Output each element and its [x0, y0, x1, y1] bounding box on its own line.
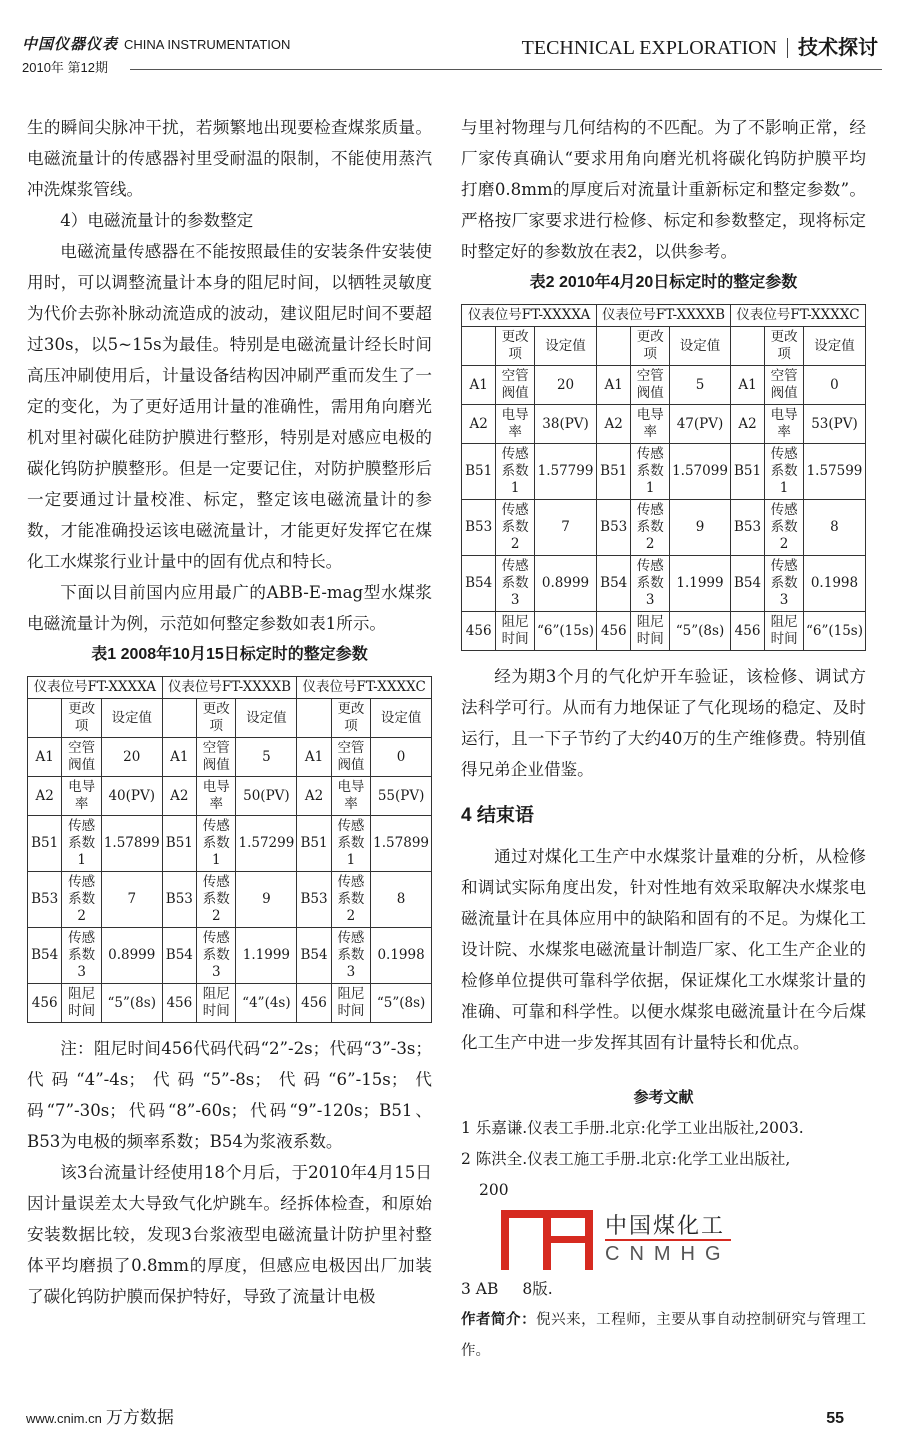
- table-cell: A2: [162, 777, 196, 816]
- table-row: [28, 816, 432, 872]
- watermark-cn: 中国煤化工: [605, 1213, 731, 1241]
- table-subheader-cell: [28, 699, 62, 738]
- table-cell: B53: [597, 500, 631, 556]
- table-row: [462, 405, 866, 444]
- section-heading: 4 结束语: [461, 805, 534, 826]
- table-cell: 空管阀值: [62, 738, 101, 777]
- reference-item: 2 陈洪全.仪表工施工手册.北京:化学工业出版社,: [461, 1150, 791, 1168]
- table-cell: 传感系数2: [62, 872, 101, 928]
- reference-item: 1 乐嘉谦.仪表工手册.北京:化学工业出版社,2003.: [461, 1119, 804, 1137]
- table-cell: 40(PV): [101, 777, 162, 816]
- table-cell: 传感系数2: [496, 500, 535, 556]
- table-note: 注：阻尼时间456代码代码“2”-2s；代码“3”-3s；代码“4”-4s；代码“5”-8s；代码“6”-15s；代码“7”-30s；代码“8”-60s；代码“9”-120s；B51、B53为电极的频率系数；B54为浆液系数。: [27, 1039, 432, 1151]
- table-cell: 传感系数3: [62, 928, 101, 984]
- paragraph: 电磁流量传感器在不能按照最佳的安装条件安装使用时，可以调整流量计本身的阻尼时间，以牺牲灵敏度为代价去弥补脉动流造成的波动，建议阻尼时间不要超过30s，以5~15s为最佳。特别是电磁流量计经长时间高压冲刷使用后，计量设备结构因冲刷严重而发生了一定的变化，为了更好适用计量的准确性，需用角向磨光机对里衬碳化硅防护膜进行整形，特别是对感应电极的碳化钨防护膜整形。但是一定要记住，对防护膜整形后一定要通过计量校准、标定，整定该电磁流量计的参数，才能准确投运该电磁流量计，才能更好发挥它在煤化工水煤浆行业计量中的固有优点和特长。: [27, 242, 432, 571]
- table1: [27, 676, 432, 1023]
- table-cell: 阻尼时间: [331, 984, 370, 1023]
- table-cell: B53: [28, 872, 62, 928]
- table-subheader-cell: 更改项: [765, 327, 804, 366]
- table-subheader-cell: 设定值: [670, 327, 731, 366]
- table-cell: 8: [803, 500, 865, 556]
- left-column: [27, 112, 432, 1367]
- table-cell: 电导率: [331, 777, 370, 816]
- references-title: 参考文献: [633, 1089, 694, 1106]
- table-cell: 电导率: [631, 405, 670, 444]
- table-cell: 传感系数2: [197, 872, 236, 928]
- table-cell: A1: [597, 366, 631, 405]
- table-cell: 传感系数1: [197, 816, 236, 872]
- table-cell: 0.8999: [101, 928, 162, 984]
- table-cell: B51: [297, 816, 331, 872]
- table-cell: 1.1999: [670, 556, 731, 612]
- table-subheader-cell: [297, 699, 331, 738]
- table-cell: 电导率: [197, 777, 236, 816]
- table-cell: “5”(8s): [670, 612, 731, 651]
- paragraph: 生的瞬间尖脉冲干扰，若频繁地出现要检查煤浆质量。电磁流量计的传感器衬里受耐温的限制，不能使用蒸汽冲洗煤浆管线。: [27, 118, 432, 199]
- table-cell: 47(PV): [670, 405, 731, 444]
- section-title: [522, 36, 878, 60]
- table-row: [28, 872, 432, 928]
- table-cell: 传感系数1: [765, 444, 804, 500]
- table2: [461, 304, 866, 651]
- table-cell: 456: [162, 984, 196, 1023]
- table-cell: A1: [297, 738, 331, 777]
- table-cell: “5”(8s): [101, 984, 162, 1023]
- table-cell: 5: [670, 366, 731, 405]
- table-cell: A2: [597, 405, 631, 444]
- table-cell: 空管阀值: [331, 738, 370, 777]
- cnmhg-logo-icon: [501, 1210, 593, 1270]
- table-cell: 电导率: [765, 405, 804, 444]
- table-cell: 传感系数1: [62, 816, 101, 872]
- issue-label: 2010年 第12期: [22, 60, 108, 75]
- author-label: 作者简介：: [461, 1312, 537, 1328]
- author-text: 倪兴来，工程师，主要从事自动控制研究与管理工作。: [461, 1312, 867, 1359]
- table-group-header: [462, 305, 866, 327]
- table-subheader-cell: [597, 327, 631, 366]
- table-cell: 1.57799: [535, 444, 597, 500]
- table-cell: 456: [297, 984, 331, 1023]
- table2-title: 表2 2010年4月20日标定时的整定参数: [529, 274, 798, 291]
- section-title-cn: 技术探讨: [798, 37, 878, 59]
- table-cell: B51: [597, 444, 631, 500]
- table-subheader: [462, 327, 866, 366]
- table-row: [28, 777, 432, 816]
- table-cell: 传感系数3: [631, 556, 670, 612]
- journal-title-en: CHINA INSTRUMENTATION: [124, 37, 291, 52]
- table-cell: 传感系数2: [631, 500, 670, 556]
- table-cell: B54: [162, 928, 196, 984]
- reference-item-cont: 200: [479, 1181, 509, 1199]
- table-cell: 5: [236, 738, 297, 777]
- table-cell: 20: [535, 366, 597, 405]
- table-cell: “6”(15s): [535, 612, 597, 651]
- paragraph: 经为期3个月的气化炉开车验证，该检修、调试方法科学可行。从而有力地保证了气化现场的稳定、及时运行，且一下子节约了大约40万的生产维修费。特别值得兄弟企业借鉴。: [461, 667, 866, 779]
- references: [461, 1082, 866, 1367]
- table-cell: “5”(8s): [371, 984, 432, 1023]
- table-cell: B54: [730, 556, 764, 612]
- body-columns: [0, 112, 904, 1367]
- table-group-header: [28, 677, 432, 699]
- table-cell: 55(PV): [371, 777, 432, 816]
- table-subheader-cell: 设定值: [535, 327, 597, 366]
- watermark-en: CNMHG: [605, 1243, 731, 1265]
- table-group-cell: 仪表位号FT-XXXXA: [28, 677, 163, 699]
- journal-title-cn: 中国仪器仪表: [22, 36, 119, 53]
- table-cell: 空管阀值: [197, 738, 236, 777]
- table-subheader-cell: 设定值: [236, 699, 297, 738]
- table-subheader-cell: 设定值: [101, 699, 162, 738]
- table-cell: 9: [236, 872, 297, 928]
- table-row: [28, 984, 432, 1023]
- author-bio: [461, 1305, 866, 1367]
- table-row: [462, 444, 866, 500]
- table-cell: B53: [730, 500, 764, 556]
- table-cell: B54: [462, 556, 496, 612]
- table-cell: 0.1998: [371, 928, 432, 984]
- table-cell: 8: [371, 872, 432, 928]
- header-rule: [130, 69, 882, 70]
- subsection-heading: 4）电磁流量计的参数整定: [60, 211, 254, 230]
- table-cell: 阻尼时间: [765, 612, 804, 651]
- footer-url: www.cnim.cn: [26, 1411, 102, 1426]
- table-cell: A2: [730, 405, 764, 444]
- table-cell: “4”(4s): [236, 984, 297, 1023]
- table-row: [462, 556, 866, 612]
- table-subheader-cell: [462, 327, 496, 366]
- section-divider: [787, 38, 788, 58]
- table-cell: B53: [462, 500, 496, 556]
- table-cell: 9: [670, 500, 731, 556]
- table-cell: A1: [28, 738, 62, 777]
- table-cell: B51: [730, 444, 764, 500]
- table-cell: 1.57099: [670, 444, 731, 500]
- table-cell: 1.57599: [803, 444, 865, 500]
- table-cell: 1.57899: [101, 816, 162, 872]
- page-header: [0, 0, 904, 112]
- page-footer: [0, 1367, 904, 1452]
- table-cell: 7: [535, 500, 597, 556]
- page-number: 55: [826, 1410, 844, 1427]
- table-cell: A2: [462, 405, 496, 444]
- table-row: [462, 500, 866, 556]
- table-cell: A2: [28, 777, 62, 816]
- table-cell: 传感系数3: [331, 928, 370, 984]
- table-subheader-cell: 更改项: [331, 699, 370, 738]
- watermark: [501, 1208, 866, 1272]
- paragraph: 与里衬物理与几何结构的不匹配。为了不影响正常，经厂家传真确认“要求用角向磨光机将碳化钨防护膜平均打磨0.8mm的厚度后对流量计重新标定和整定参数”。严格按厂家要求进行检修、标定和参数整定，现将标定时整定好的参数放在表2，以供参考。: [461, 118, 866, 261]
- section-title-en: TECHNICAL EXPLORATION: [521, 37, 777, 59]
- table-cell: 456: [730, 612, 764, 651]
- table-subheader-cell: 更改项: [197, 699, 236, 738]
- reference-item: [461, 1274, 866, 1305]
- table-cell: 1.57899: [371, 816, 432, 872]
- table-cell: 传感系数3: [765, 556, 804, 612]
- table-cell: B54: [597, 556, 631, 612]
- table-cell: 阻尼时间: [62, 984, 101, 1023]
- table-cell: 阻尼时间: [631, 612, 670, 651]
- table-cell: A1: [730, 366, 764, 405]
- table-group-cell: 仪表位号FT-XXXXC: [730, 305, 865, 327]
- right-column: [461, 112, 866, 1367]
- table-cell: 0: [371, 738, 432, 777]
- table-cell: 空管阀值: [631, 366, 670, 405]
- table-cell: 传感系数1: [331, 816, 370, 872]
- table-cell: 53(PV): [803, 405, 865, 444]
- table-subheader: [28, 699, 432, 738]
- table-cell: 7: [101, 872, 162, 928]
- table-cell: B53: [297, 872, 331, 928]
- table-subheader-cell: [730, 327, 764, 366]
- table-cell: 456: [597, 612, 631, 651]
- table-row: [462, 612, 866, 651]
- table-cell: 电导率: [62, 777, 101, 816]
- journal-title: [22, 36, 290, 54]
- table-group-cell: 仪表位号FT-XXXXA: [462, 305, 597, 327]
- watermark-text: [605, 1213, 731, 1267]
- table-cell: 1.1999: [236, 928, 297, 984]
- table-cell: “6”(15s): [803, 612, 865, 651]
- table-cell: 456: [28, 984, 62, 1023]
- table-row: [28, 928, 432, 984]
- table-cell: 电导率: [496, 405, 535, 444]
- paragraph: 该3台流量计经使用18个月后，于2010年4月15日因计量误差太大导致气化炉跳车。经拆体检查，和原始安装数据比较，发现3台浆液型电磁流量计防护里衬整体平均磨损了0.8mm的厚度，但感应电极因出厂加装了碳化钨防护膜而保护特好，导致了流量计电极: [27, 1163, 432, 1306]
- table-cell: 1.57299: [236, 816, 297, 872]
- table-cell: B54: [297, 928, 331, 984]
- table-cell: 传感系数1: [496, 444, 535, 500]
- table-cell: 空管阀值: [765, 366, 804, 405]
- table-cell: 38(PV): [535, 405, 597, 444]
- table-cell: A1: [162, 738, 196, 777]
- table-cell: 传感系数2: [331, 872, 370, 928]
- table-subheader-cell: 更改项: [62, 699, 101, 738]
- table-subheader-cell: 设定值: [803, 327, 865, 366]
- table-cell: 阻尼时间: [197, 984, 236, 1023]
- table-cell: 20: [101, 738, 162, 777]
- table-cell: 50(PV): [236, 777, 297, 816]
- table-cell: 阻尼时间: [496, 612, 535, 651]
- table-cell: 传感系数1: [631, 444, 670, 500]
- table-row: [28, 738, 432, 777]
- table-cell: A1: [462, 366, 496, 405]
- table-cell: B51: [462, 444, 496, 500]
- table-row: [462, 366, 866, 405]
- table-cell: B53: [162, 872, 196, 928]
- table-cell: B51: [28, 816, 62, 872]
- table-subheader-cell: 更改项: [496, 327, 535, 366]
- table-cell: A2: [297, 777, 331, 816]
- table-subheader-cell: [162, 699, 196, 738]
- table-group-cell: 仪表位号FT-XXXXC: [297, 677, 432, 699]
- table-subheader-cell: 设定值: [371, 699, 432, 738]
- table-cell: 空管阀值: [496, 366, 535, 405]
- table-cell: B54: [28, 928, 62, 984]
- reference-3-start: 3 AB: [461, 1280, 499, 1298]
- table-subheader-cell: 更改项: [631, 327, 670, 366]
- table-cell: 传感系数3: [197, 928, 236, 984]
- paragraph: 下面以目前国内应用最广的ABB-E-mag型水煤浆电磁流量计为例，示范如何整定参数如表1所示。: [27, 583, 432, 633]
- table1-title: 表1 2008年10月15日标定时的整定参数: [91, 646, 368, 663]
- table-cell: 传感系数3: [496, 556, 535, 612]
- table-cell: 456: [462, 612, 496, 651]
- table-cell: 0.8999: [535, 556, 597, 612]
- footer-wanfang: 万方数据: [105, 1408, 174, 1427]
- paragraph: 通过对煤化工生产中水煤浆计量难的分析，从检修和调试实际角度出发，针对性地有效采取解决水煤浆电磁流量计在具体应用中的缺陷和固有的不足。为煤化工设计院、水煤浆电磁流量计制造厂家、化工生产企业的检修单位提供可靠科学依据，保证煤化工水煤浆计量的准确、可靠和科学性。以便水煤浆电磁流量计在今后煤化工生产中进一步发挥其固有计量特长和优点。: [461, 847, 866, 1052]
- footer-source: [26, 1403, 174, 1428]
- table-group-cell: 仪表位号FT-XXXXB: [597, 305, 731, 327]
- table-cell: 0: [803, 366, 865, 405]
- table-cell: B51: [162, 816, 196, 872]
- table-cell: 0.1998: [803, 556, 865, 612]
- table-cell: 传感系数2: [765, 500, 804, 556]
- reference-3-end: 8版.: [522, 1280, 553, 1298]
- table-group-cell: 仪表位号FT-XXXXB: [162, 677, 297, 699]
